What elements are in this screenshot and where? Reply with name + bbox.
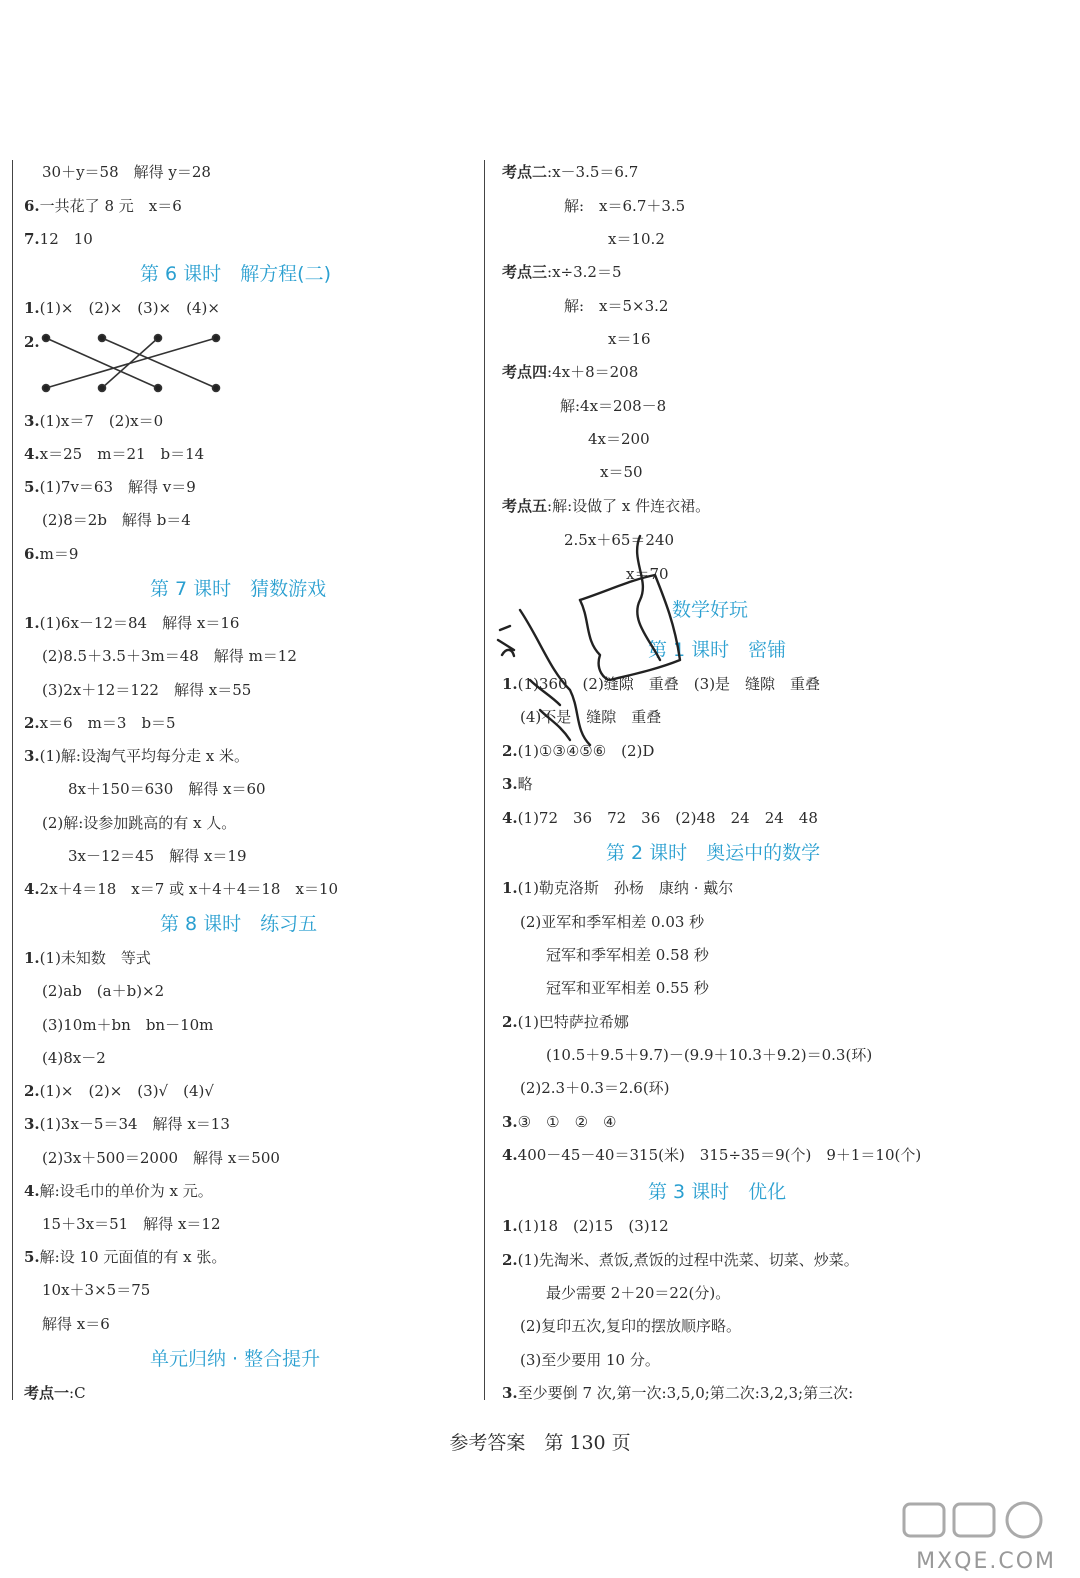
section-heading: 第 7 课时 猜数游戏 — [150, 578, 327, 600]
answer-line: 10x＋3×5＝75 — [42, 1281, 151, 1299]
match-dot — [213, 385, 220, 392]
answer-line: 冠军和亚军相差 0.55 秒 — [546, 979, 709, 997]
answer-line: 解: x＝6.7＋3.5 — [564, 197, 686, 215]
answer-line: 3.至少要倒 7 次,第一次:3,5,0;第二次:3,2,3;第三次: — [502, 1384, 854, 1402]
answer-line: 7.12 10 — [24, 230, 93, 248]
answer-line: 2.5x＋65＝240 — [564, 531, 675, 549]
answer-line: 考点五:解:设做了 x 件连衣裙。 — [502, 497, 711, 515]
answer-line: (2)复印五次,复印的摆放顺序略。 — [520, 1317, 742, 1335]
answer-line: 2.(1)先淘米、煮饭,煮饭的过程中洗菜、切菜、炒菜。 — [502, 1251, 859, 1269]
handwritten-scribble — [480, 530, 700, 770]
answer-line: 1.(1)6x－12＝84 解得 x＝16 — [24, 614, 240, 632]
answer-line: (3)2x＋12＝122 解得 x＝55 — [42, 681, 252, 699]
match-dot — [43, 335, 50, 342]
answer-line: 2.x＝6 m＝3 b＝5 — [24, 714, 176, 732]
answer-line: 考点三:x÷3.2＝5 — [502, 263, 622, 281]
answer-line: 3.(1)解:设淘气平均每分走 x 米。 — [24, 747, 249, 765]
center-column-rule — [484, 160, 485, 1400]
answer-line: 考点四:4x＋8＝208 — [502, 363, 639, 381]
answer-line: 考点一:C — [24, 1384, 86, 1402]
answer-line: 2.(1)× (2)× (3)√ (4)√ — [24, 1082, 214, 1100]
answer-line: (2)8.5＋3.5＋3m＝48 解得 m＝12 — [42, 647, 297, 665]
answer-line: x＝70 — [626, 565, 669, 583]
section-heading: 第 3 课时 优化 — [648, 1181, 787, 1203]
section-heading: 第 2 课时 奥运中的数学 — [606, 842, 821, 864]
answer-line: (2)3x＋500＝2000 解得 x＝500 — [42, 1149, 280, 1167]
match-line — [46, 338, 216, 388]
answer-line: (2)解:设参加跳高的有 x 人。 — [42, 814, 237, 832]
watermark-logo-icon — [890, 1498, 1060, 1542]
match-line — [46, 338, 158, 388]
answer-line: 1.(1)勒克洛斯 孙杨 康纳 · 戴尔 — [502, 879, 734, 897]
section-heading: 数学好玩 — [672, 599, 749, 621]
answer-line: (3)至少要用 10 分。 — [520, 1351, 660, 1369]
answer-line: 最少需要 2＋20＝22(分)。 — [546, 1284, 731, 1302]
answer-line: (10.5＋9.5＋9.7)－(9.9＋10.3＋9.2)＝0.3(环) — [546, 1046, 873, 1064]
answer-line: (2)ab (a＋b)×2 — [42, 982, 165, 1000]
answer-line: x＝10.2 — [608, 230, 665, 248]
answer-line: 5.解:设 10 元面值的有 x 张。 — [24, 1248, 227, 1266]
answer-line: 3x－12＝45 解得 x＝19 — [68, 847, 247, 865]
match-dot — [43, 385, 50, 392]
answer-line: (4)不是 缝隙 重叠 — [520, 708, 662, 726]
scribble-stroke — [530, 680, 570, 740]
answer-line: 考点二:x－3.5＝6.7 — [502, 163, 639, 181]
answer-line: (4)8x－2 — [42, 1049, 106, 1067]
answer-line: 4.x＝25 m＝21 b＝14 — [24, 445, 205, 463]
answer-line: 解: x＝5×3.2 — [564, 297, 669, 315]
answer-line: x＝50 — [600, 463, 643, 481]
section-heading: 第 1 课时 密铺 — [648, 639, 787, 661]
answer-line: 6.m＝9 — [24, 545, 79, 563]
answer-line: 3.(1)3x－5＝34 解得 x＝13 — [24, 1115, 230, 1133]
answer-line: x＝16 — [608, 330, 651, 348]
answer-line: 3.(1)x＝7 (2)x＝0 — [24, 412, 164, 430]
section-heading: 第 8 课时 练习五 — [160, 913, 318, 935]
left-column-rule — [12, 160, 13, 1400]
answer-line: (2)2.3＋0.3＝2.6(环) — [520, 1079, 670, 1097]
scribble-stroke — [580, 575, 680, 680]
answer-line: 15＋3x＝51 解得 x＝12 — [42, 1215, 221, 1233]
section-heading: 第 6 课时 解方程(二) — [140, 263, 331, 285]
answer-line: 6.一共花了 8 元 x＝6 — [24, 197, 182, 215]
answer-line: 冠军和季军相差 0.58 秒 — [546, 946, 709, 964]
answer-line: 5.(1)7v＝63 解得 v＝9 — [24, 478, 196, 496]
answer-line: 4.(1)72 36 72 36 (2)48 24 24 48 — [502, 809, 818, 827]
matching-lines-figure — [40, 332, 230, 398]
answer-line: (2)8＝2b 解得 b＝4 — [42, 511, 191, 529]
section-heading: 单元归纳 · 整合提升 — [150, 1348, 321, 1370]
answer-line: 3.略 — [502, 775, 533, 793]
answer-line: 4.400－45－40＝315(米) 315÷35＝9(个) 9＋1＝10(个) — [502, 1146, 922, 1164]
match-dot — [155, 385, 162, 392]
answer-line: 解得 x＝6 — [42, 1315, 110, 1333]
scribble-stroke — [580, 600, 610, 680]
page-footer: 参考答案 第 130 页 — [449, 1432, 631, 1454]
answer-line: 8x＋150＝630 解得 x＝60 — [68, 780, 266, 798]
match-line — [102, 338, 216, 388]
match-dot — [99, 335, 106, 342]
scribble-stroke — [498, 626, 514, 656]
answer-line: 2.(1)巴特萨拉希娜 — [502, 1013, 629, 1031]
match-dot — [155, 335, 162, 342]
match-dot — [99, 385, 106, 392]
answer-line: 4x＝200 — [588, 430, 650, 448]
answer-line: 4.2x＋4＝18 x＝7 或 x＋4＋4＝18 x＝10 — [24, 880, 339, 898]
answer-line: 1.(1)360 (2)缝隙 重叠 (3)是 缝隙 重叠 — [502, 675, 821, 693]
answer-line: 1.(1)× (2)× (3)× (4)× — [24, 299, 220, 317]
answer-line: (3)10m＋bn bn－10m — [42, 1016, 214, 1034]
answer-line: 4.解:设毛巾的单价为 x 元。 — [24, 1182, 213, 1200]
match-dot — [213, 335, 220, 342]
answer-line: 2.(1)①③④⑤⑥ (2)D — [502, 742, 655, 760]
answer-line: (2)亚军和季军相差 0.03 秒 — [520, 913, 705, 931]
answer-line: 2. — [24, 333, 40, 351]
scribble-stroke — [637, 536, 660, 660]
answer-line: 解:4x＝208－8 — [560, 397, 667, 415]
watermark-text: MXQE.COM — [916, 1549, 1056, 1574]
answer-line: 1.(1)18 (2)15 (3)12 — [502, 1217, 669, 1235]
answer-line: 3.③ ① ② ④ — [502, 1113, 617, 1131]
answer-line: 30＋y＝58 解得 y＝28 — [42, 163, 211, 181]
answer-line: 1.(1)未知数 等式 — [24, 949, 151, 967]
